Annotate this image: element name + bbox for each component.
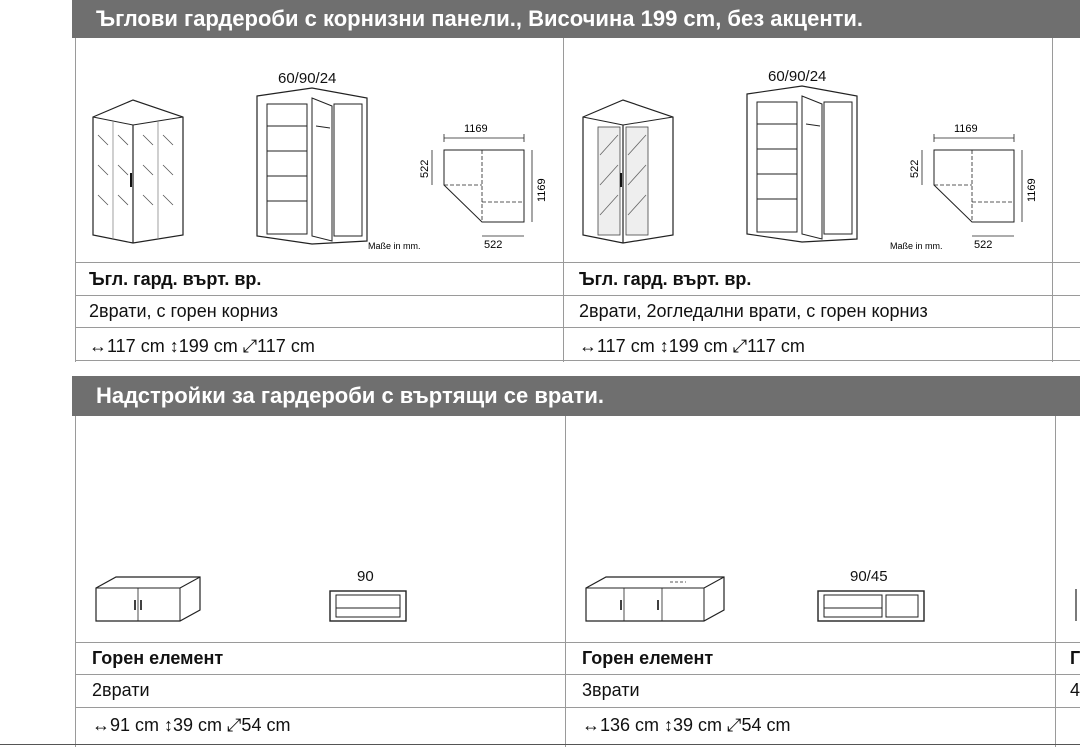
plan-depth-right: 1169	[1026, 178, 1038, 202]
product-description: 3врати	[582, 680, 640, 700]
partial-product-name: Г	[1070, 648, 1080, 668]
product-dimensions: ↔117 cm ↕199 cm ⤢117 cm	[579, 336, 805, 356]
top-element-closed-drawing	[92, 574, 204, 624]
product-description: 2врати, 2огледални врати, с горен корниз	[579, 301, 928, 321]
grid-line	[75, 360, 1080, 361]
section-title-wardrobe-extensions: Надстройки за гардероби с въртящи се врати.	[72, 376, 1080, 416]
module-label: 60/90/24	[768, 68, 827, 85]
product-name: Ъгл. гард. върт. вр.	[89, 269, 262, 289]
product-dimensions: ↔117 cm ↕199 cm ⤢117 cm	[89, 336, 315, 356]
corner-wardrobe-open-drawing	[742, 84, 862, 244]
section-title-corner-wardrobes: Ъглови гардероби с корнизни панели., Височина 199 cm, без акценти.	[72, 0, 1080, 38]
grid-line	[75, 327, 1080, 328]
floor-plan-diagram	[368, 120, 552, 255]
product-description: 2врати, с горен корниз	[89, 301, 278, 321]
plan-depth-left: 522	[909, 159, 921, 178]
plan-unit-note: Maße in mm.	[890, 241, 943, 251]
top-element-open-drawing	[815, 586, 927, 624]
grid-line	[75, 262, 1080, 263]
corner-wardrobe-mirror-perspective-drawing	[578, 95, 678, 245]
plan-unit-note: Maße in mm.	[368, 241, 421, 251]
partial-drawing	[1066, 586, 1080, 624]
partial-product-description: 4	[1070, 680, 1080, 700]
product-description: 2врати	[92, 680, 150, 700]
plan-depth-left: 522	[419, 159, 431, 178]
plan-depth-right: 1169	[536, 178, 548, 202]
grid-line	[75, 38, 76, 362]
top-element-open-drawing	[327, 586, 409, 624]
plan-bottom-label: 522	[484, 239, 503, 251]
grid-line	[75, 674, 1080, 675]
grid-line	[1055, 416, 1056, 747]
top-element-closed-drawing	[582, 574, 728, 624]
product-dimensions: ↔91 cm ↕39 cm ⤢54 cm	[92, 715, 291, 735]
module-label: 60/90/24	[278, 70, 337, 87]
grid-line	[75, 707, 1080, 708]
module-label: 90	[357, 568, 374, 585]
product-dimensions: ↔136 cm ↕39 cm ⤢54 cm	[582, 715, 791, 735]
grid-line	[565, 416, 566, 747]
grid-line	[563, 38, 564, 362]
corner-wardrobe-perspective-drawing	[88, 95, 188, 245]
grid-line	[0, 744, 1080, 745]
product-name: Ъгл. гард. върт. вр.	[579, 269, 752, 289]
module-label: 90/45	[850, 568, 888, 585]
grid-line	[75, 416, 76, 747]
plan-bottom-label: 522	[974, 239, 993, 251]
floor-plan-diagram	[890, 120, 1042, 255]
product-name: Горен елемент	[92, 648, 224, 668]
grid-line	[1052, 38, 1053, 362]
plan-width-label: 1169	[954, 123, 978, 135]
plan-width-label: 1169	[464, 123, 488, 135]
corner-wardrobe-open-drawing	[252, 86, 372, 246]
product-name: Горен елемент	[582, 648, 714, 668]
grid-line	[75, 295, 1080, 296]
grid-line	[75, 642, 1080, 643]
